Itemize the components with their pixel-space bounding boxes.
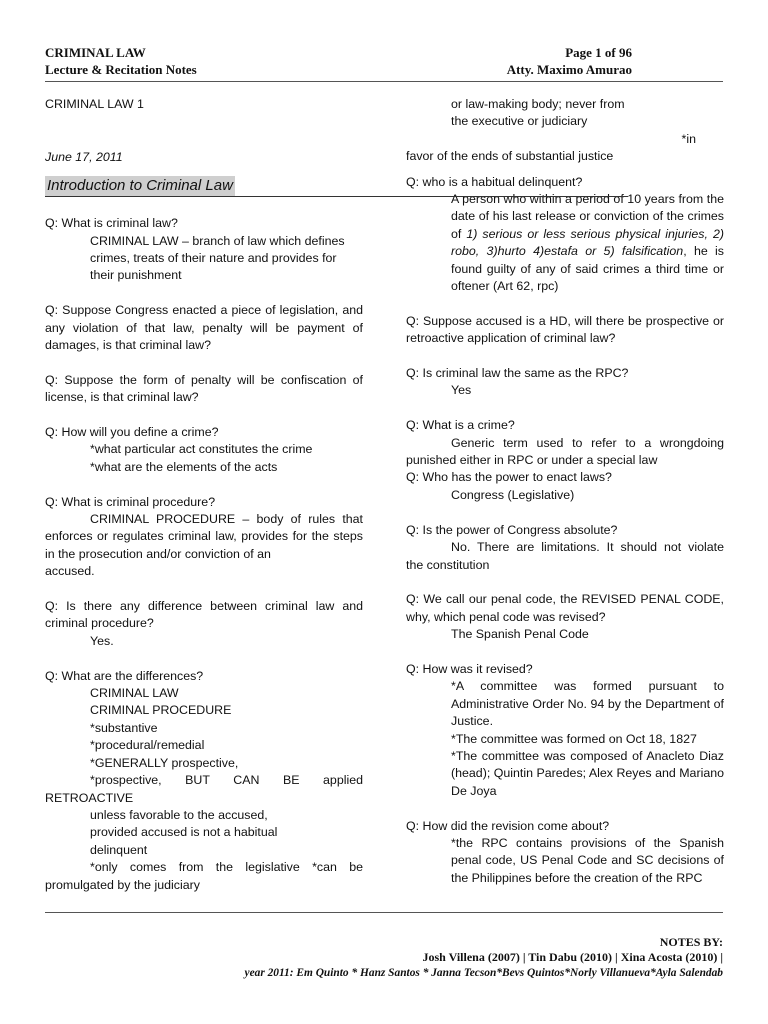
difference-item: provided accused is not a habitual delinquent bbox=[90, 825, 278, 857]
difference-item: promulgated by the judiciary bbox=[45, 877, 200, 892]
answer-power: Congress (Legislative) bbox=[451, 487, 575, 502]
answer-crime: Generic term used to refer to a wrongdoing bbox=[451, 435, 724, 450]
answer-how-1: *A committee was formed pursuant to Administrative Order No. 94 by the Department of Justice. bbox=[451, 679, 724, 729]
notes-by-line-2: year 2011: Em Quinto * Hanz Santos * Janna Tecson*Bevs Quintos*Norly Villanueva*Ayla Salendab bbox=[244, 967, 723, 979]
question-6: Q: Is there any difference between criminal law and criminal procedure? bbox=[45, 599, 363, 631]
doc-title: CRIMINAL LAW bbox=[45, 45, 146, 60]
continued-text: or law-making body; never from bbox=[451, 97, 625, 111]
question-habitual-delinquent: Q: who is a habitual delinquent? bbox=[406, 174, 583, 189]
answer-how-2: *The committee was formed on Oct 18, 1827 bbox=[451, 731, 697, 746]
question-2: Q: Suppose Congress enacted a piece of legislation, and any violation of that law, penalty will be payment of damages, is that criminal law? bbox=[45, 303, 363, 353]
running-header-left bbox=[45, 44, 197, 78]
difference-item: *prospective, BUT CAN BE applied bbox=[90, 773, 363, 788]
doc-subtitle: Lecture & Recitation Notes bbox=[45, 62, 197, 77]
question-rpc: Q: Is criminal law the same as the RPC? bbox=[406, 366, 629, 381]
answer-revision: *the RPC contains provisions of the Spanish penal code, US Penal Code and SC decisions of the Philippines before the creation of the RPC bbox=[451, 835, 724, 885]
answer-how-3: *The committee was composed of Anacleto Diaz (head); Quintin Paredes; Alex Reyes and Mariano De Joya bbox=[451, 748, 724, 798]
course-title: CRIMINAL LAW 1 bbox=[45, 97, 144, 111]
answer-rpc: Yes bbox=[451, 383, 472, 398]
footer-divider bbox=[45, 912, 723, 913]
right-column bbox=[406, 96, 724, 887]
difference-item: CRIMINAL PROCEDURE bbox=[90, 703, 232, 718]
notes-by-line-1: Josh Villena (2007) | Tin Dabu (2010) | Xina Acosta (2010) | bbox=[422, 950, 723, 964]
notes-by-label: NOTES BY: bbox=[659, 935, 723, 949]
answer-1: CRIMINAL LAW – branch of law which defines crimes, treats of their nature and provides for their punishment bbox=[90, 233, 345, 283]
section-title: Introduction to Criminal Law bbox=[47, 177, 233, 195]
header-divider bbox=[45, 81, 723, 82]
question-crime: Q: What is a crime? bbox=[406, 418, 515, 433]
question-how-revised: Q: How was it revised? bbox=[406, 661, 533, 676]
difference-item: CRIMINAL LAW bbox=[90, 686, 179, 701]
question-revision: Q: How did the revision come about? bbox=[406, 818, 610, 833]
question-3: Q: Suppose the form of penalty will be confiscation of license, is that criminal law? bbox=[45, 372, 363, 405]
question-revised: Q: We call our penal code, the REVISED PENAL CODE, why, which penal code was revised? bbox=[406, 592, 724, 624]
difference-item: RETROACTIVE bbox=[45, 790, 134, 805]
answer-revised: The Spanish Penal Code bbox=[451, 627, 589, 642]
question-power: Q: Who has the power to enact laws? bbox=[406, 470, 612, 485]
doc-author: Atty. Maximo Amurao bbox=[506, 62, 632, 77]
continued-text: the executive or judiciary bbox=[451, 114, 588, 129]
section-rule bbox=[45, 196, 628, 197]
question-4: Q: How will you define a crime? bbox=[45, 425, 219, 440]
question-hd-application: Q: Suppose accused is a HD, will there be prospective or retroactive application of criminal law? bbox=[406, 313, 724, 346]
left-column bbox=[45, 96, 363, 894]
answer-5: CRIMINAL PROCEDURE – body of rules that enforces or regulates criminal law, provides for the steps in the prosecution and/or conviction of an bbox=[45, 512, 363, 561]
running-header-right bbox=[507, 44, 632, 78]
answer-5-end: accused. bbox=[45, 564, 95, 579]
difference-item: *procedural/remedial bbox=[90, 738, 205, 753]
continued-text: favor of the ends of substantial justice bbox=[406, 149, 614, 164]
answer-4-item-1: *what particular act constitutes the crime bbox=[90, 442, 313, 457]
question-absolute: Q: Is the power of Congress absolute? bbox=[406, 522, 618, 537]
difference-item: *only comes from the legislative *can be bbox=[90, 860, 363, 875]
answer-4-item-2: *what are the elements of the acts bbox=[90, 459, 278, 474]
difference-item: *substantive bbox=[90, 720, 158, 735]
difference-item: *GENERALLY prospective, bbox=[90, 755, 239, 770]
question-7: Q: What are the differences? bbox=[45, 668, 204, 683]
answer-absolute: No. There are limitations. It should not violate bbox=[451, 540, 724, 555]
page-number: Page 1 of 96 bbox=[565, 45, 632, 60]
question-1: Q: What is criminal law? bbox=[45, 216, 178, 231]
answer-crime-end: punished either in RPC or under a special law bbox=[406, 453, 658, 468]
lecture-date: June 17, 2011 bbox=[45, 149, 123, 164]
difference-item: unless favorable to the accused, bbox=[90, 807, 268, 822]
continued-text: *in bbox=[681, 131, 696, 146]
answer-habitual-delinquent: A person who within a period of 10 years from the date of his last release or conviction of the crimes of 1) serious or less serious physical injuries, 2) robo, 3)hurto 4)estafa or 5) falsification, he is found guilty of any of said crimes a third time or oftener (Art 62, rpc) bbox=[451, 192, 724, 294]
answer-absolute-end: the constitution bbox=[406, 557, 490, 572]
question-5: Q: What is criminal procedure? bbox=[45, 494, 216, 509]
answer-6: Yes. bbox=[90, 633, 114, 648]
